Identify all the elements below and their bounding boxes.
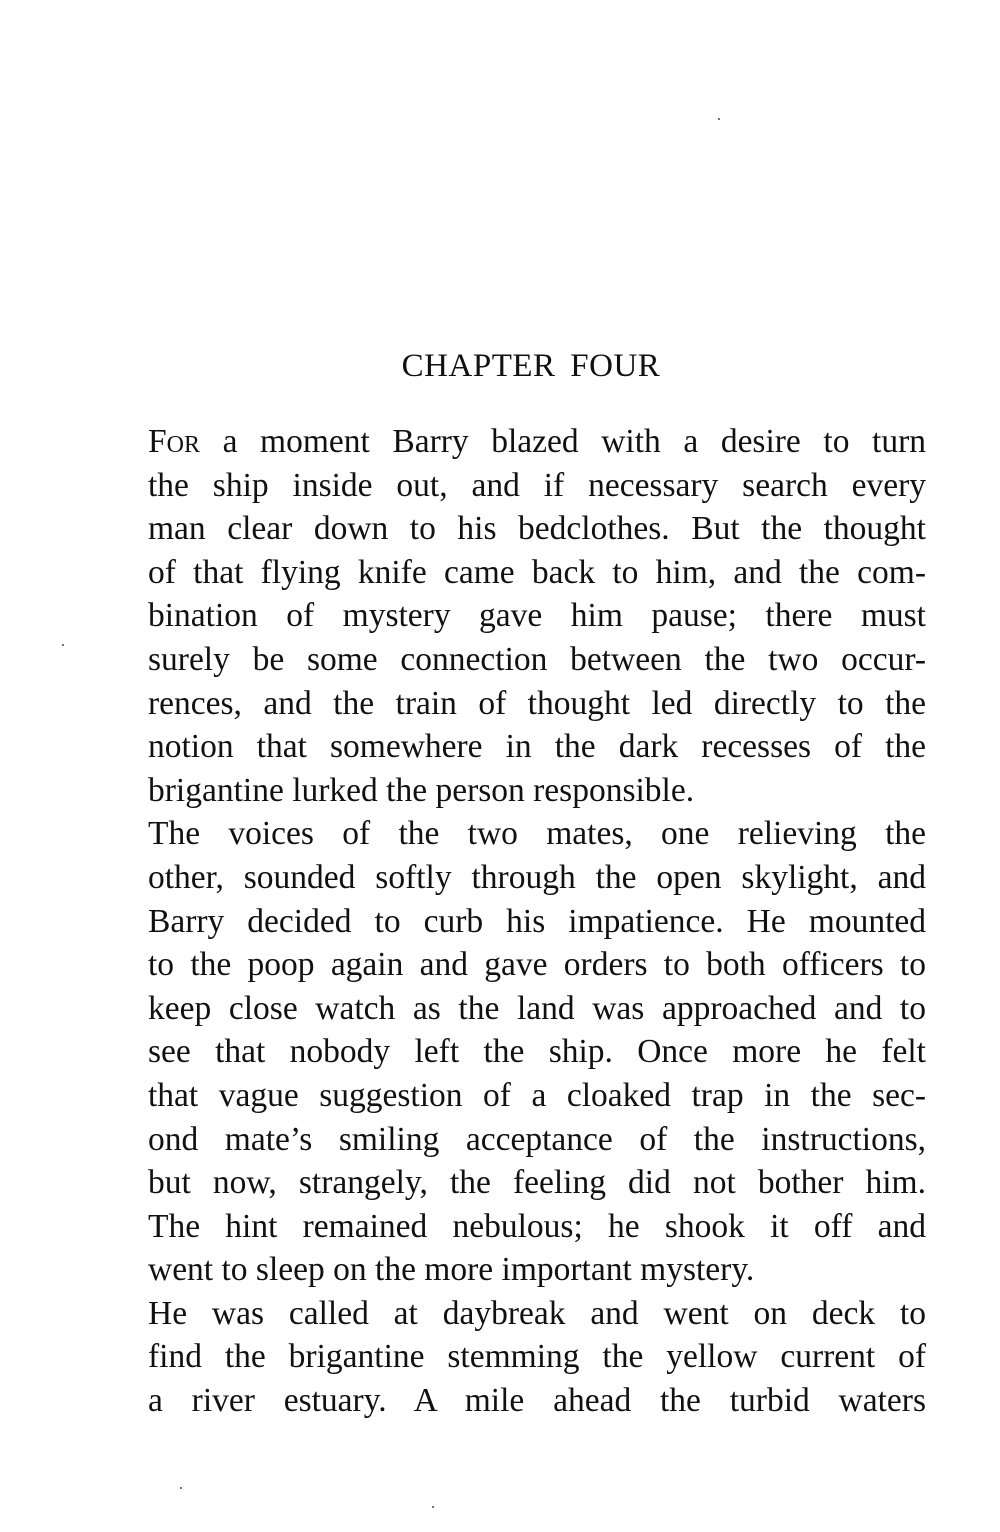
text-line: the ship inside out, and if necessary search every [148, 466, 926, 504]
text-line: brigantine lurked the person responsible. [148, 771, 695, 809]
text-line: Barry decided to curb his impatience. He mounted [148, 902, 926, 940]
text-line: of that flying knife came back to him, and the com- [148, 553, 926, 591]
text-line: keep close watch as the land was approached and to [148, 989, 926, 1027]
text-line: surely be some connection between the two occur- [148, 640, 926, 678]
text-line: notion that somewhere in the dark recesses of the [148, 728, 926, 766]
print-speck [180, 1487, 182, 1489]
print-speck [432, 1506, 434, 1508]
text-line: ond mate’s smiling acceptance of the instructions, [148, 1120, 926, 1158]
text-line: but now, strangely, the feeling did not bother him. [148, 1164, 926, 1202]
text-line: find the brigantine stemming the yellow current of [148, 1338, 926, 1376]
dropcap-rest: OR [166, 432, 200, 458]
text-segment: a moment Barry blazed with a desire to turn [199, 423, 926, 460]
text-line: man clear down to his bedclothes. But the thought [148, 510, 926, 548]
dropcap-first: F [148, 423, 167, 460]
text-line [148, 420, 926, 464]
text-line: The voices of the two mates, one relieving the [148, 815, 926, 853]
text-line: rences, and the train of thought led directly to the [148, 684, 926, 722]
print-speck [62, 644, 64, 646]
text-line: a river estuary. A mile ahead the turbid waters [148, 1382, 926, 1420]
text-line: went to sleep on the more important mystery. [148, 1251, 755, 1289]
text-line: that vague suggestion of a cloaked trap in the sec- [148, 1076, 926, 1114]
body-text [148, 420, 926, 1423]
chapter-title: CHAPTER FOUR [401, 348, 661, 384]
text-line: He was called at daybreak and went on deck to [148, 1294, 926, 1332]
text-line: The hint remained nebulous; he shook it off and [148, 1207, 926, 1245]
text-line: bination of mystery gave him pause; there must [148, 597, 926, 635]
text-line: other, sounded softly through the open skylight, and [148, 858, 926, 896]
text-line: see that nobody left the ship. Once more he felt [148, 1033, 926, 1071]
text-line: to the poop again and gave orders to both officers to [148, 946, 926, 984]
print-speck [718, 118, 720, 120]
